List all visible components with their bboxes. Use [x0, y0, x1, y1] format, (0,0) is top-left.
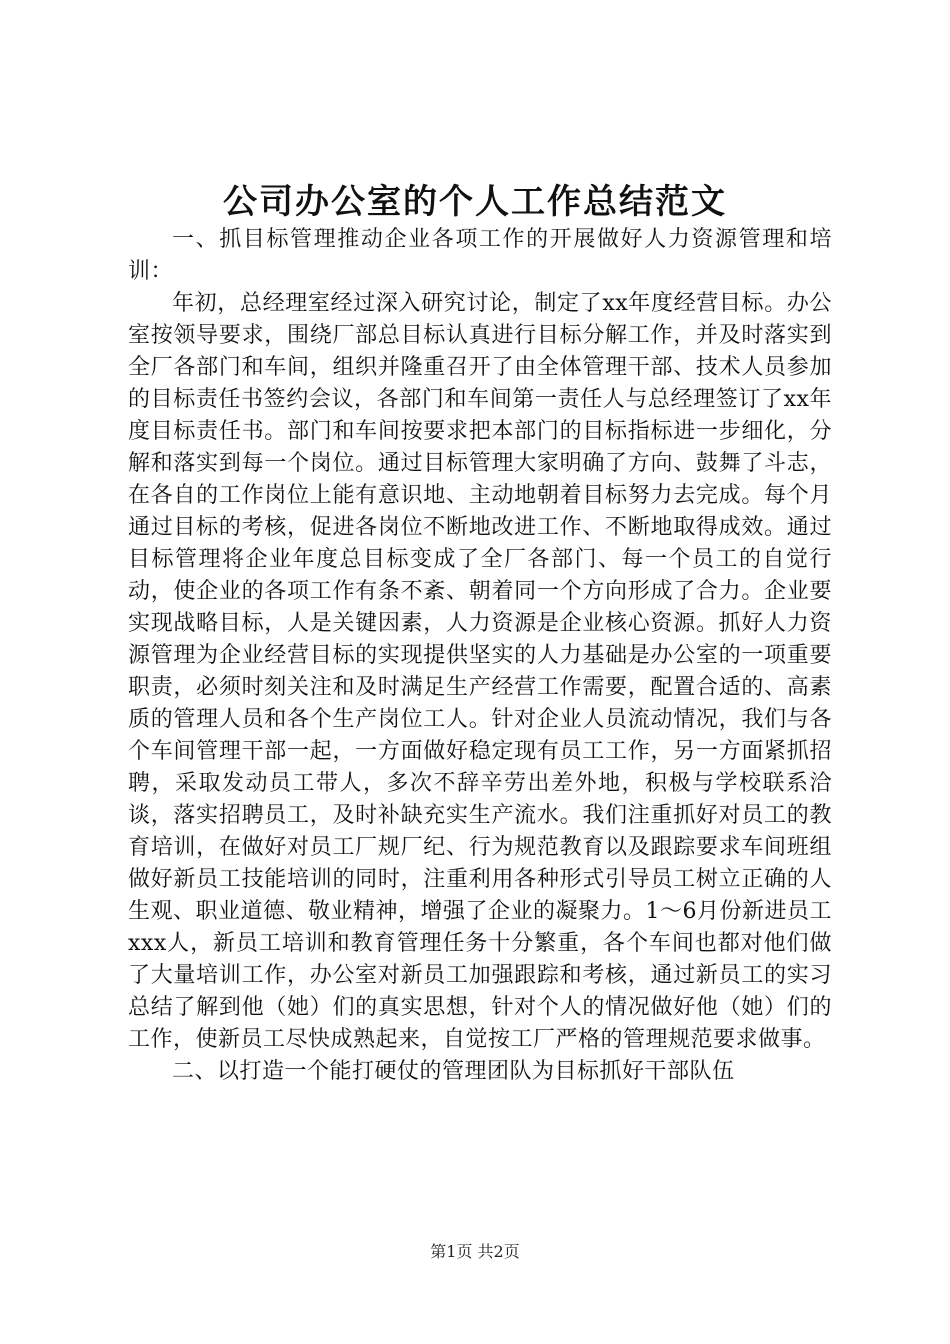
body-paragraph: 年初，总经理室经过深入研究讨论，制定了xx年度经营目标。办公室按领导要求，围绕厂部总目标认真进行目标分解工作，并及时落实到全厂各部门和车间，组织并隆重召开了由全体管理干部、技术人员参加的目标责任书签约会议，各部门和车间第一责任人与总经理签订了xx年度目标责任书。部门和车间按要求把本部门的目标指标进一步细化，分解和落实到每一个岗位。通过目标管理大家明确了方向、鼓舞了斗志，在各自的工作岗位上能有意识地、主动地朝着目标努力去完成。每个月通过目标的考核，促进各岗位不断地改进工作、不断地取得成效。通过目标管理将企业年度总目标变成了全厂各部门、每一个员工的自觉行动，使企业的各项工作有条不紊、朝着同一个方向形成了合力。企业要实现战略目标，人是关键因素，人力资源是企业核心资源。抓好人力资源管理为企业经营目标的实现提供坚实的人力基础是办公室的一项重要职责，必须时刻关注和及时满足生产经营工作需要，配置合适的、高素质的管理人员和各个生产岗位工人。针对企业人员流动情况，我们与各个车间管理干部一起，一方面做好稳定现有员工工作，另一方面紧抓招聘，采取发动员工带人，多次不辞辛劳出差外地，积极与学校联系洽谈，落实招聘员工，及时补缺充实生产流水。我们注重抓好对员工的教育培训，在做好对员工厂规厂纪、行为规范教育以及跟踪要求车间班组做好新员工技能培训的同时，注重利用各种形式引导员工树立正确的人生观、职业道德、敬业精神，增强了企业的凝聚力。1～6月份新进员工xxx人，新员工培训和教育管理任务十分繁重，各个车间也都对他们做了大量培训工作，办公室对新员工加强跟踪和考核，通过新员工的实习总结了解到他（她）们的真实思想，针对个人的情况做好他（她）们的工作，使新员工尽快成熟起来，自觉按工厂严格的管理规范要求做事。 — [128, 291, 832, 1052]
section-heading-1: 一、抓目标管理推动企业各项工作的开展做好人力资源管理和培训： — [128, 227, 832, 284]
section-heading-2: 二、以打造一个能打硬仗的管理团队为目标抓好干部队伍 — [172, 1059, 735, 1084]
page-number-footer: 第1页 共2页 — [430, 1242, 520, 1261]
document-body — [128, 224, 832, 1088]
document-title: 公司办公室的个人工作总结范文 — [223, 182, 727, 222]
